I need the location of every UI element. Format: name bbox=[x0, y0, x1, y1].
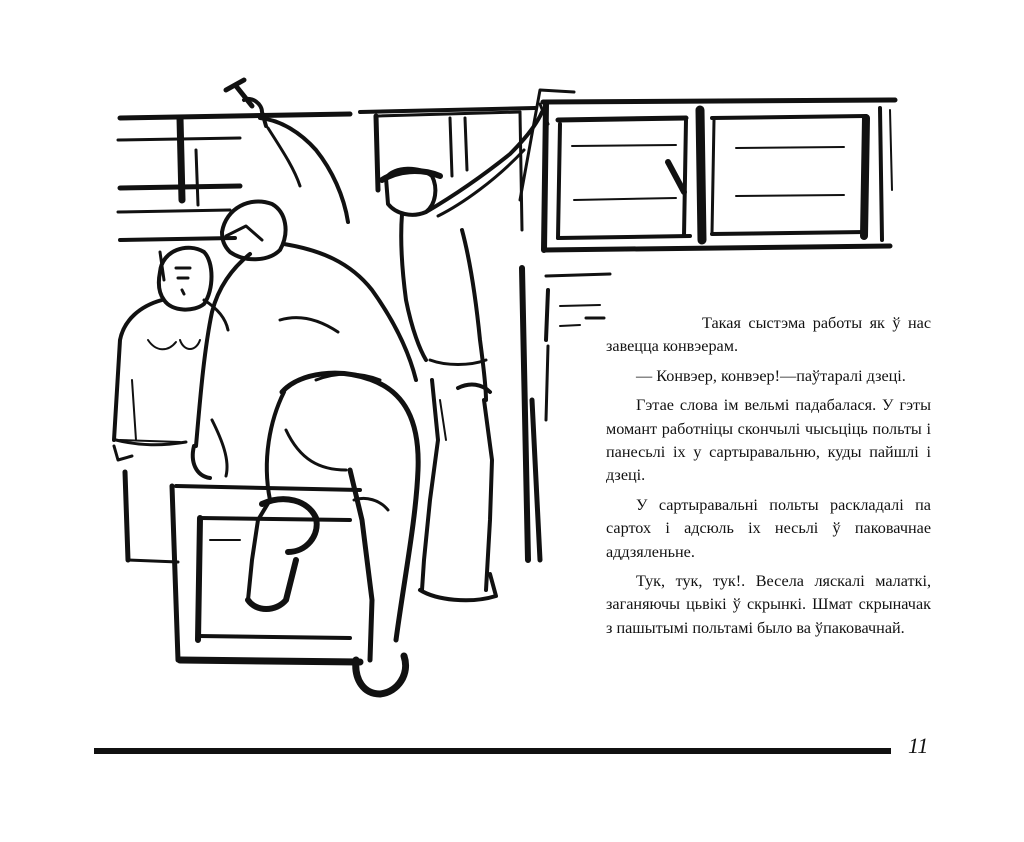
paragraph: Такая сыстэма работы як ў нас завецца конвэерам. bbox=[606, 314, 931, 356]
crate bbox=[120, 440, 360, 662]
footer-rule bbox=[94, 748, 891, 754]
background-crates-right bbox=[543, 100, 895, 340]
ink-marks bbox=[546, 318, 604, 420]
paragraph: — Конвэер, конвэер!—паўтаралі дзеці. bbox=[636, 366, 906, 385]
paragraph: Гэтае слова ім вельмі падабалася. У гэты момант работніцы скончылі чысьціць польты і панесьлі іх у сартыравальню, куды пайшлі і дзеці. bbox=[606, 396, 931, 485]
paragraph: Тук, тук, тук!. Весела ляскалі малаткі, заганяючы цьвікі ў скрынкі. Шмат скрыначак з пашытымі польтамі было ва ўпаковачнай. bbox=[606, 572, 931, 637]
worker-hammer bbox=[193, 80, 418, 694]
paragraph: У сартыравальні польты раскладалі па сартох і адсюль іх несьлі ў паковачнае аддзяленьне. bbox=[606, 495, 931, 561]
worker-left bbox=[114, 248, 228, 460]
text-block bbox=[606, 312, 931, 646]
page-number: 11 bbox=[908, 733, 929, 758]
